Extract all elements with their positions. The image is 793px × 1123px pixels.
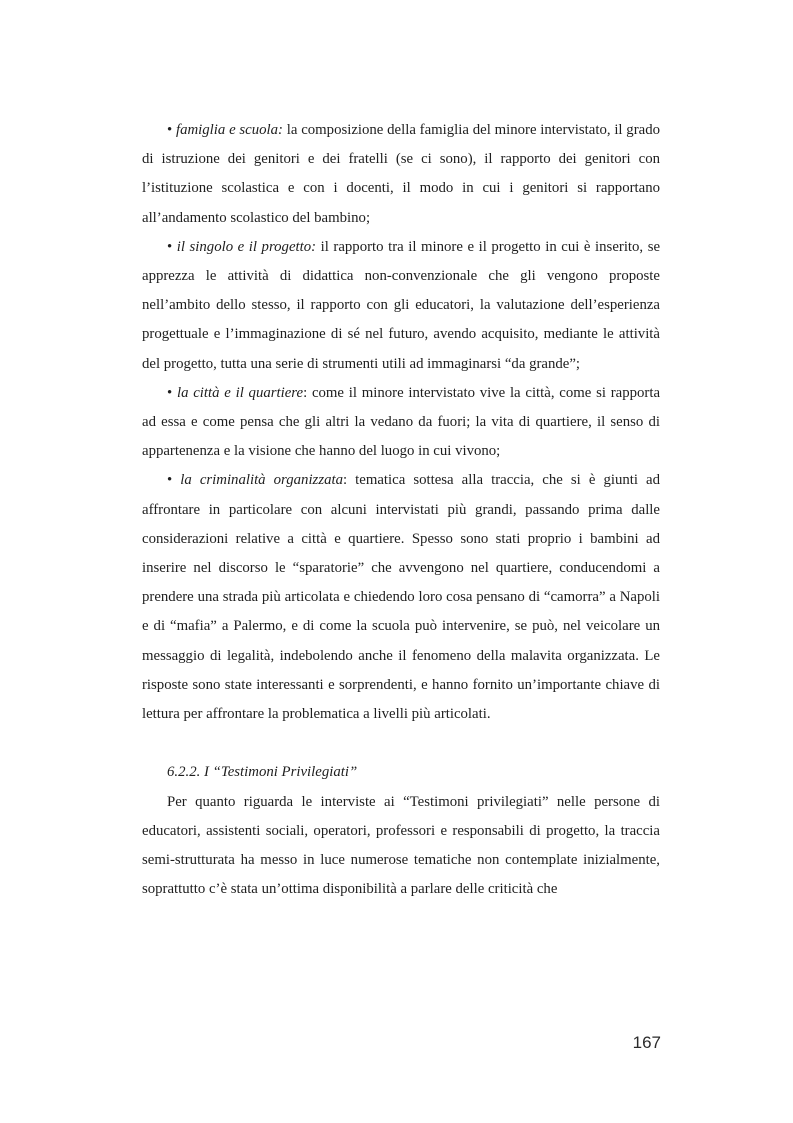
bullet-symbol: •	[167, 122, 173, 138]
section-heading: 6.2.2. I “Testimoni Privilegiati”	[167, 764, 358, 781]
bullet-term: la città e il quartiere	[176, 384, 304, 401]
bullet-item-criminalita-organizzata	[142, 466, 660, 729]
bullet-term: il singolo e il progetto:	[176, 238, 317, 255]
bullet-symbol: •	[167, 238, 173, 255]
bullet-text: : tematica sottesa alla traccia, che si è giunti ad affrontare in particolare con alcuni intervistati più grandi, passando prima dalle considerazioni relative a città e quartiere. Spesso sono stati proprio i bambini ad inserire nel discorso le “sparatorie” che avvengono nel quartiere, conducendomi a prendere una strada più articolata e chiedendo loro cosa pensano di “camorra” a Napoli e di “mafia” a Palermo, e di come la scuola può intervenire, se può, nel veicolare un messaggio di legalità, indebolendo anche il fenomeno della malavita organizzata. Le risposte sono state interessanti e sorprendenti, e hanno fornito un’importante chiave di lettura per affrontare la problematica a livelli più articolati.	[142, 472, 661, 723]
bullet-text: il rapporto tra il minore e il progetto in cui è inserito, se apprezza le attività di didattica non-convenzionale che gli vengono proposte nell’ambito dello stesso, il rapporto con gli educatori, la valutazione dell’esperienza progettuale e l’immaginazione di sé nel futuro, avendo acquisito, mediante le attività del progetto, tutta una serie di strumenti utili ad immaginarsi “da grande”;	[142, 238, 661, 372]
bullet-term: la criminalità organizzata	[180, 472, 343, 489]
page-number: 167	[632, 1033, 661, 1052]
page-body	[142, 116, 660, 904]
bullet-item-famiglia-scuola	[142, 116, 660, 233]
bullet-item-singolo-progetto	[142, 233, 660, 379]
bullet-term: famiglia e scuola:	[175, 122, 283, 138]
body-paragraph: Per quanto riguarda le interviste ai “Testimoni privilegiati” nelle persone di educatori, assistenti sociali, operatori, professori e responsabili di progetto, la traccia semi-strutturata ha messo in luce numerose tematiche non contemplate inizialmente, soprattutto c’è stata un’ottima disponibilità a parlare delle criticità che	[142, 793, 660, 898]
bullet-text: : come il minore intervistato vive la città, come si rapporta ad essa e come pensa che gli altri la vedano da fuori; la vita di quartiere, il senso di appartenenza e la visione che hanno del luogo in cui vivono;	[142, 384, 661, 460]
bullet-symbol: •	[167, 384, 173, 401]
bullet-symbol: •	[167, 472, 173, 489]
bullet-item-citta-quartiere	[142, 379, 660, 467]
bullet-text: la composizione della famiglia del minore intervistato, il grado di istruzione dei genitori e dei fratelli (se ci sono), il rapporto dei genitori con l’istituzione scolastica e con i docenti, il modo in cui i genitori si rapportano all’andamento scolastico del bambino;	[142, 122, 661, 226]
